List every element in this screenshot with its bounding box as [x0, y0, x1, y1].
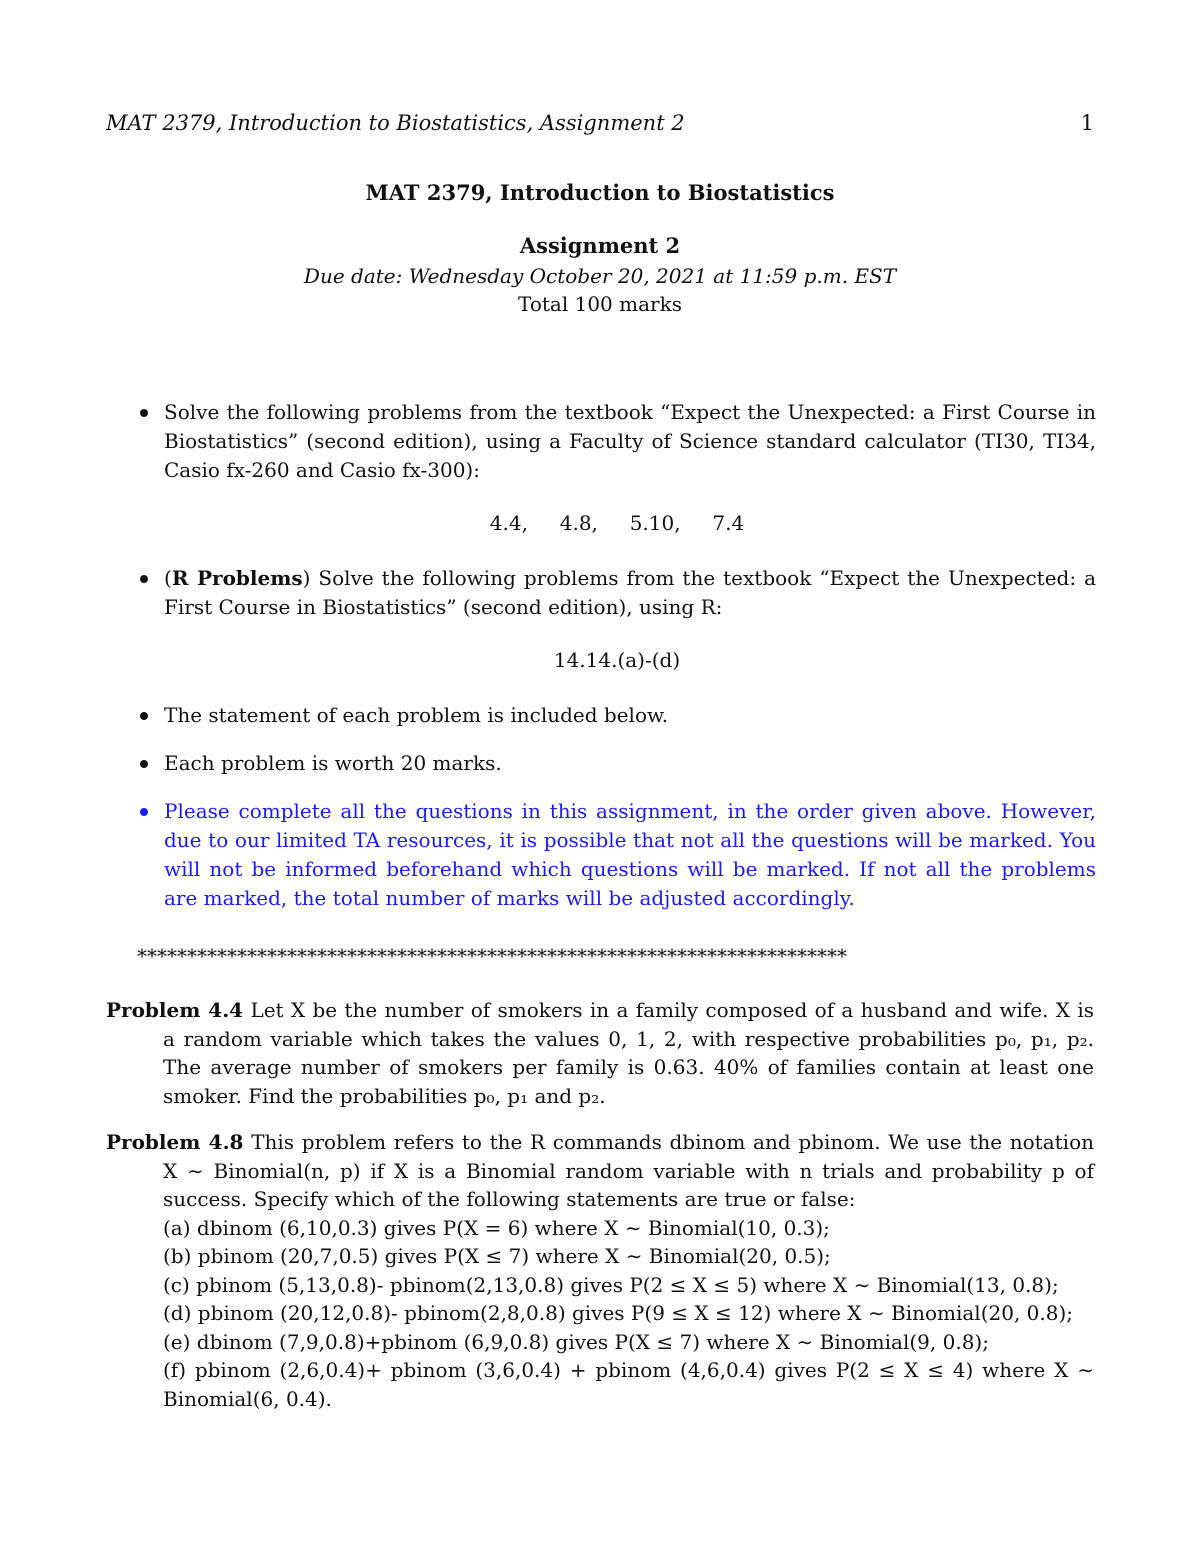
problem-4-4-text: Let X be the number of smokers in a family composed of a husband and wife. X is a random variable which takes the values 0, 1, 2, with respective probabilities p₀, p₁, p₂. The average number of smokers per family is 0.63. 40% of families contain at least one smoker. Find the probabilities p₀, p₁ and p₂. — [163, 998, 1094, 1108]
statement-d: (d) pbinom (20,12,0.8)- pbinom(2,8,0.8) gives P(9 ≤ X ≤ 12) where X ∼ Binomial(20, 0.8); — [163, 1301, 1074, 1325]
page-number: 1 — [1080, 111, 1094, 135]
r-open-paren: ( — [164, 566, 172, 590]
r-problems-text: ) Solve the following problems from the textbook “Expect the Unexpected: a First Course in Biostatistics” (second edition), using R: — [164, 566, 1096, 619]
due-date: Due date: Wednesday October 20, 2021 at 11:59 p.m. EST — [303, 264, 897, 288]
statement-f: (f) pbinom (2,6,0.4)+ pbinom (3,6,0.4) + pbinom (4,6,0.4) gives P(2 ≤ X ≤ 4) where X ∼ Binomial(6, 0.4). — [163, 1358, 1094, 1411]
separator-line: *********************************************************************** — [137, 944, 847, 968]
instruction-statement: The statement of each problem is included below. — [138, 701, 1096, 730]
statement-a: (a) dbinom (6,10,0.3) gives P(X = 6) where X ∼ Binomial(10, 0.3); — [163, 1215, 830, 1240]
course-title: MAT 2379, Introduction to Biostatistics — [365, 180, 835, 205]
running-header — [106, 111, 1094, 135]
problem-4-8 — [106, 1128, 1094, 1413]
r-problems-label: R Problems — [171, 566, 303, 590]
r-problem-list: 14.14.(a)-(d) — [553, 648, 681, 672]
statement-e: (e) dbinom (7,9,0.8)+pbinom (6,9,0.8) gives P(X ≤ 7) where X ∼ Binomial(9, 0.8); — [163, 1329, 989, 1354]
running-title: MAT 2379, Introduction to Biostatistics, Assignment 2 — [106, 111, 685, 135]
statement-b: (b) pbinom (20,7,0.5) gives P(X ≤ 7) where X ∼ Binomial(20, 0.5); — [163, 1244, 831, 1268]
calculator-problem-list: 4.4, 4.8, 5.10, 7.4 — [489, 511, 745, 535]
instruction-marking-note: Please complete all the questions in this assignment, in the order given above. However, due to our limited TA resources, it is possible that not all the questions will be marked. You will not be informed beforehand which questions will be marked. If not all the problems are marked, the total number of marks will be adjusted accordingly. — [138, 797, 1096, 913]
instructions-list — [138, 398, 1096, 913]
problem-4-8-heading: Problem 4.8 — [106, 1130, 244, 1154]
total-marks: Total 100 marks — [518, 292, 682, 316]
problem-4-4-heading: Problem 4.4 — [106, 998, 244, 1022]
statement-c: (c) pbinom (5,13,0.8)- pbinom(2,13,0.8) gives P(2 ≤ X ≤ 5) where X ∼ Binomial(13, 0.8); — [163, 1272, 1059, 1297]
instruction-worth: Each problem is worth 20 marks. — [138, 749, 1096, 778]
problem-4-4 — [106, 996, 1094, 1110]
instruction-r-problems — [138, 564, 1096, 622]
instruction-calculator: Solve the following problems from the textbook “Expect the Unexpected: a First Course in Biostatistics” (second edition), using a Faculty of Science standard calculator (TI30, TI34, Casio fx-260 and Casio fx-300): — [138, 398, 1096, 485]
assignment-title: Assignment 2 — [519, 233, 681, 258]
problem-4-8-text: This problem refers to the R commands dbinom and pbinom. We use the notation X ∼ Binomial(n, p) if X is a Binomial random variable with n trials and probability p of success. Specify which of the following statements are true or false: — [163, 1130, 1094, 1211]
